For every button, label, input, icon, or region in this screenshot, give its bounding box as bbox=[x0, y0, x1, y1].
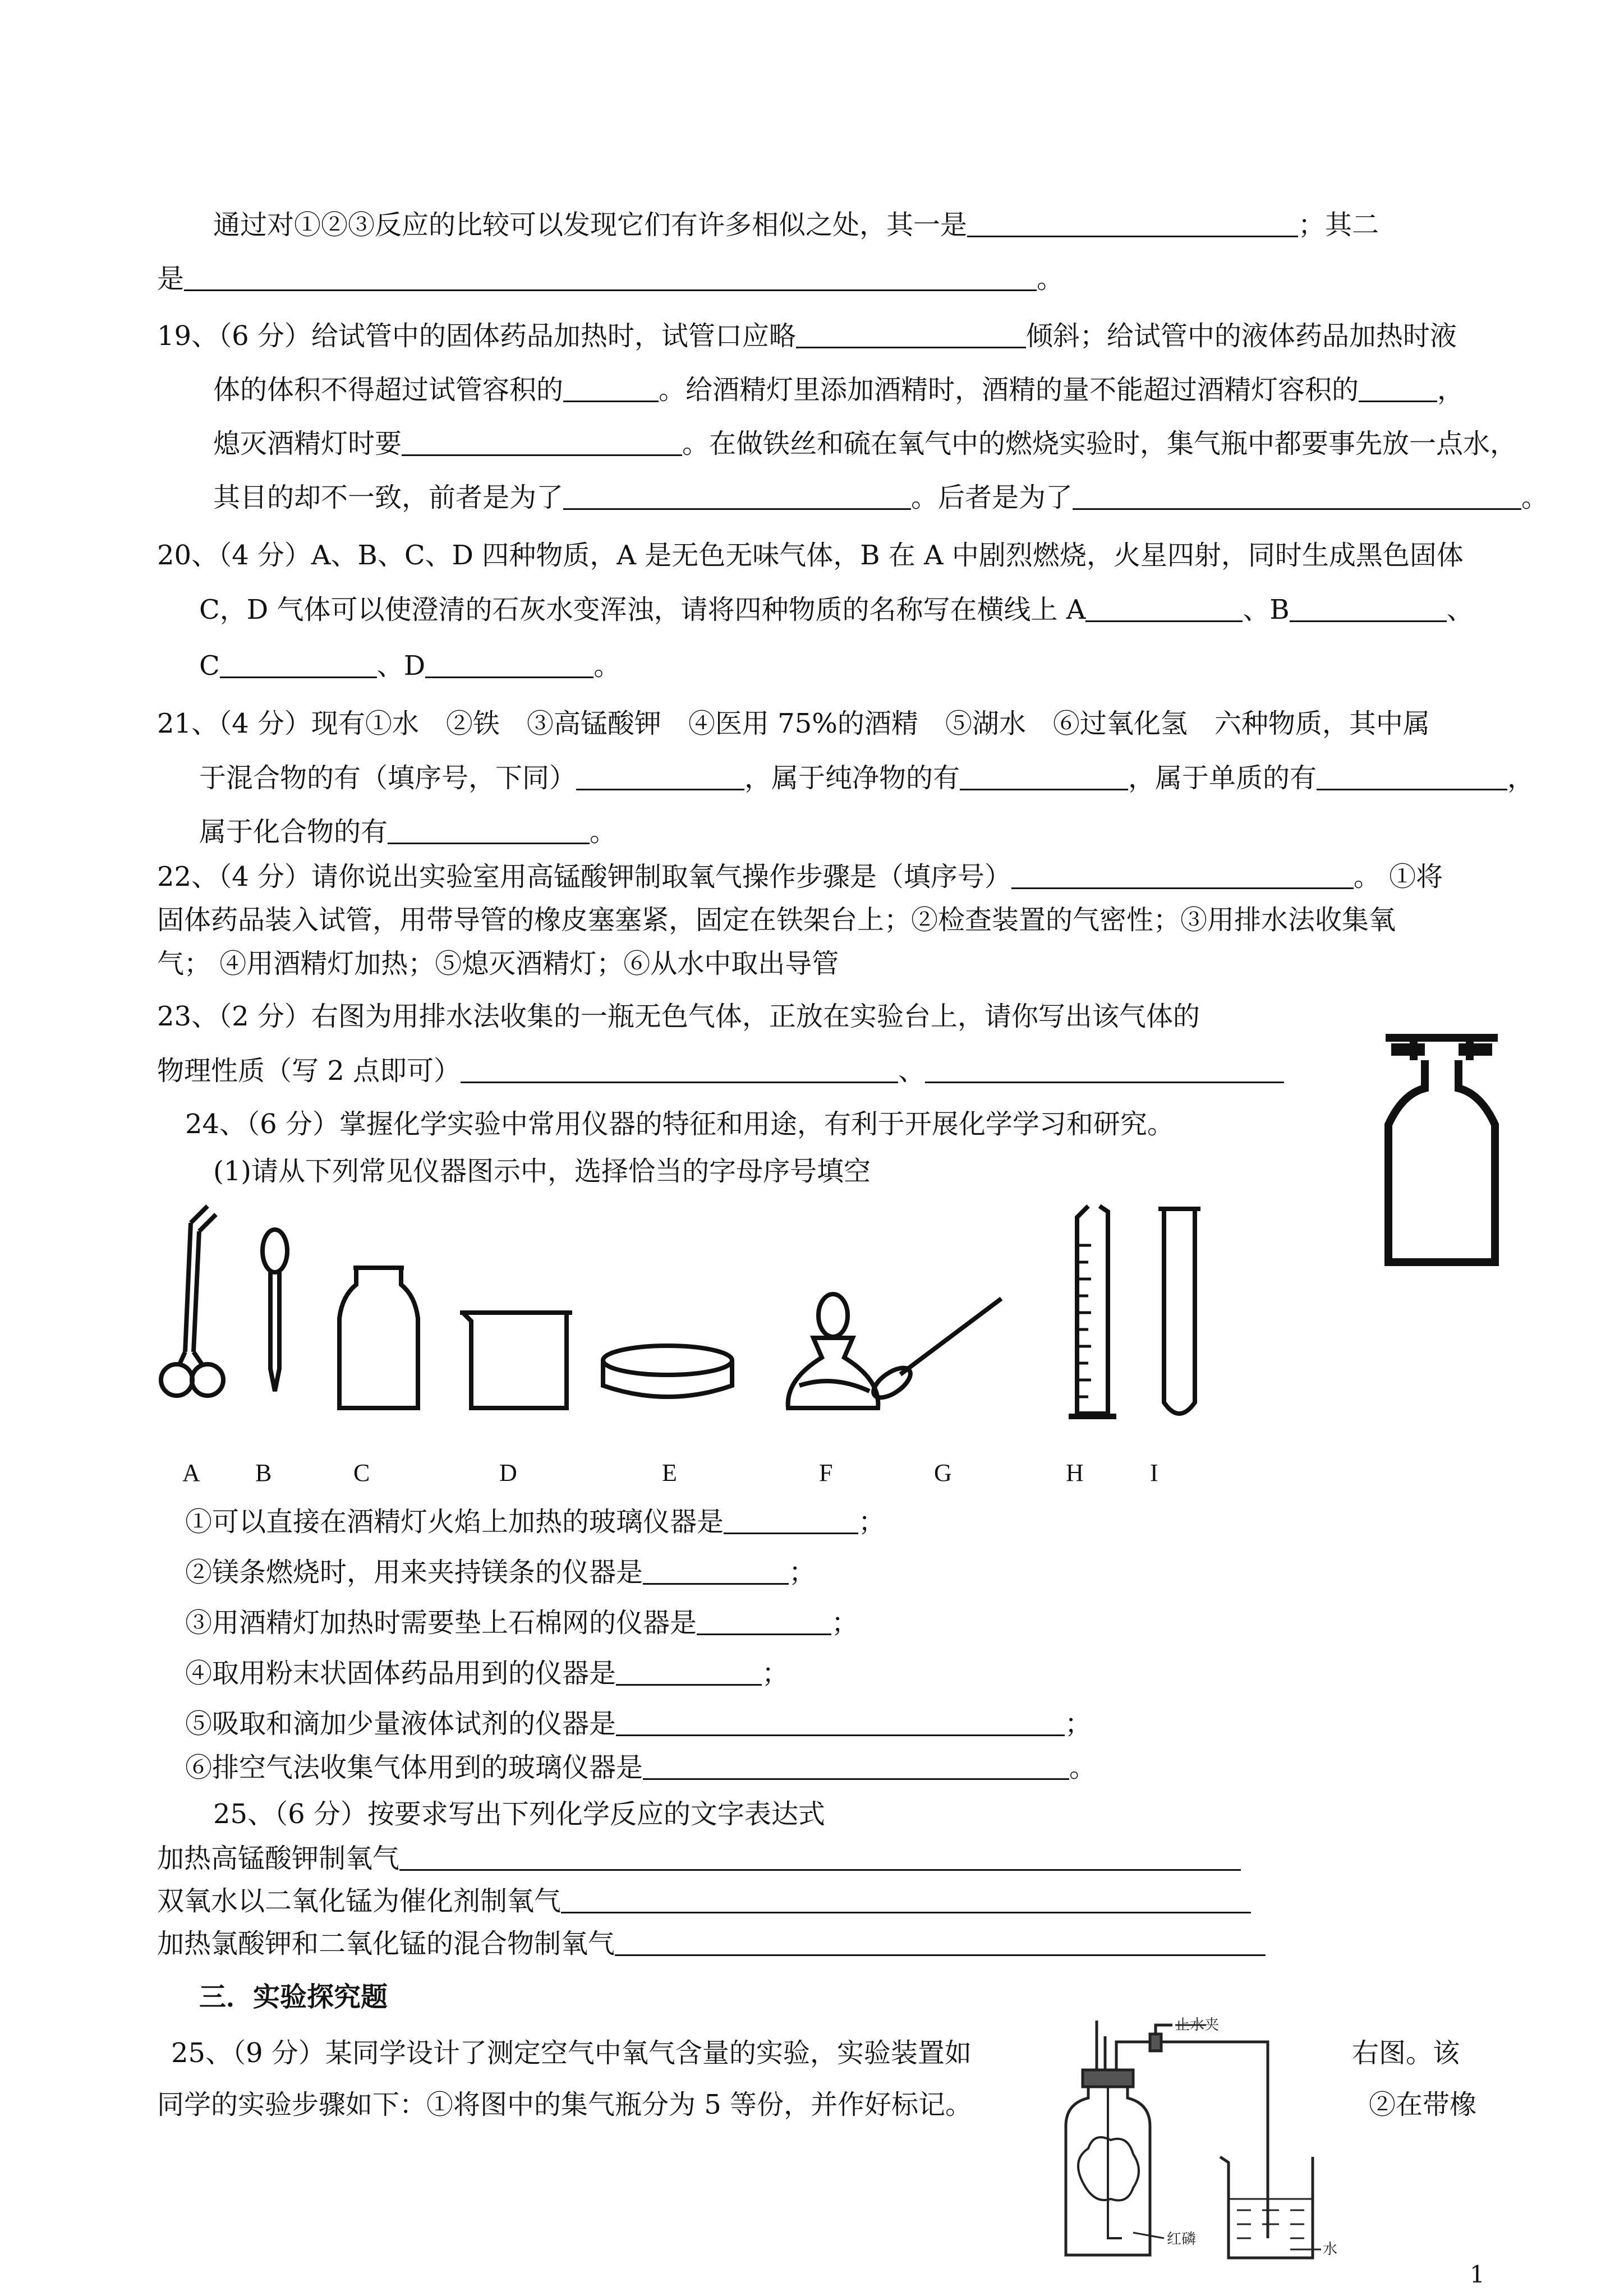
crucible-tongs-icon bbox=[161, 1206, 223, 1396]
text-segment: 加热高锰酸钾制氧气 bbox=[157, 1843, 400, 1874]
phosphorus-label: 红磷 bbox=[1167, 2230, 1197, 2247]
answer-blank[interactable] bbox=[220, 648, 377, 678]
answer-blank[interactable] bbox=[724, 1504, 858, 1534]
question-20-line-3 bbox=[199, 648, 620, 683]
instrument-label-f: F bbox=[819, 1459, 833, 1487]
question-22-line-1 bbox=[157, 859, 1443, 894]
answer-blank[interactable] bbox=[1073, 480, 1521, 510]
text-segment: 同学的实验步骤如下：①将图中的集气瓶分为 5 等份，并作好标记。 bbox=[157, 2089, 973, 2120]
question-21-line-2 bbox=[199, 761, 1534, 795]
instrument-label-a: A bbox=[182, 1459, 200, 1487]
question-19-line-4 bbox=[213, 480, 1548, 514]
instrument-label-h: H bbox=[1066, 1459, 1084, 1487]
text-segment: ； bbox=[858, 1506, 886, 1538]
answer-blank[interactable] bbox=[616, 1656, 762, 1686]
text-segment: 物理性质（写 2 点即可） bbox=[157, 1055, 461, 1087]
text-segment: C bbox=[199, 650, 220, 682]
dropper-icon bbox=[263, 1230, 287, 1391]
text-segment: 。 bbox=[594, 650, 621, 682]
answer-blank[interactable] bbox=[1011, 859, 1354, 889]
text-segment: ④取用粉末状固体药品用到的仪器是 bbox=[185, 1658, 617, 1689]
sub-question-5 bbox=[185, 1706, 1092, 1741]
answer-blank[interactable] bbox=[616, 1706, 1065, 1736]
text-segment: 其目的却不一致，前者是为了 bbox=[213, 482, 564, 513]
text-segment: 20、（4 分）A、B、C、D 四种物质，A 是无色无味气体，B 在 A 中剧烈燃烧，火星四射，同时生成黑色固体 bbox=[157, 540, 1464, 571]
page-number: 1 bbox=[1470, 2261, 1485, 2288]
instrument-label-i: I bbox=[1150, 1459, 1158, 1487]
question-19-line-3 bbox=[213, 426, 1517, 461]
sub-question-1 bbox=[185, 1504, 885, 1539]
answer-blank[interactable] bbox=[1317, 761, 1507, 790]
answer-blank[interactable] bbox=[960, 761, 1128, 790]
text-segment: ， bbox=[1437, 374, 1465, 406]
text-segment: 右图。该 bbox=[1352, 2037, 1460, 2069]
instruments-figure bbox=[146, 1200, 1240, 1436]
text-segment: ，属于纯净物的有 bbox=[744, 762, 960, 794]
graduated-cylinder-icon bbox=[1069, 1206, 1116, 1416]
text-segment: 。在做铁丝和硫在氧气中的燃烧实验时，集气瓶中都要事先放一点水， bbox=[682, 428, 1517, 459]
text-segment: 、B bbox=[1243, 594, 1290, 625]
question-25-line-1 bbox=[213, 1797, 825, 1831]
text-segment: ； bbox=[762, 1658, 789, 1689]
text-segment: ； bbox=[1065, 1708, 1092, 1740]
text-segment: 体的体积不得超过试管容积的 bbox=[213, 374, 564, 406]
instrument-label-b: B bbox=[255, 1459, 272, 1487]
gas-bottle-figure bbox=[1369, 1027, 1515, 1279]
text-segment: 23、（2 分）右图为用排水法收集的一瓶无色气体，正放在实验台上，请你写出该气体的 bbox=[157, 1001, 1200, 1032]
question-21-line-3 bbox=[199, 815, 617, 849]
text-segment: 。 bbox=[1037, 263, 1064, 295]
text-segment: 倾斜；给试管中的液体药品加热时液 bbox=[1025, 320, 1457, 352]
instrument-label-d: D bbox=[499, 1459, 517, 1487]
text-segment: 通过对①②③反应的比较可以发现它们有许多相似之处，其一是 bbox=[213, 209, 968, 241]
sub-question-3 bbox=[185, 1605, 858, 1640]
text-segment: 熄灭酒精灯时要 bbox=[213, 428, 402, 459]
question-23-line-1 bbox=[157, 1000, 1200, 1033]
evaporating-dish-icon bbox=[603, 1346, 732, 1397]
answer-blank[interactable] bbox=[461, 1053, 898, 1083]
question-25-line-2 bbox=[157, 1841, 1241, 1875]
section-title: 三．实验探究题 bbox=[199, 1981, 388, 2013]
answer-blank[interactable] bbox=[388, 815, 590, 844]
answer-blank[interactable] bbox=[1085, 592, 1243, 622]
water-label: 水 bbox=[1323, 2240, 1338, 2257]
text-segment: C，D 气体可以使澄清的石灰水变浑浊，请将四种物质的名称写在横线上 A bbox=[199, 594, 1086, 625]
text-segment: 气； ④用酒精灯加热；⑤熄灭酒精灯；⑥从水中取出导管 bbox=[157, 948, 839, 979]
answer-blank[interactable] bbox=[1359, 372, 1437, 402]
text-segment: 25、（9 分）某同学设计了测定空气中氧气含量的实验，实验装置如 bbox=[171, 2037, 972, 2069]
clamp-label: 止水夹 bbox=[1175, 2016, 1220, 2033]
question-22-line-3 bbox=[157, 947, 839, 981]
question-20-line-2 bbox=[199, 592, 1474, 627]
text-segment: 。 bbox=[1521, 482, 1549, 513]
instrument-label-g: G bbox=[934, 1459, 952, 1487]
answer-blank[interactable] bbox=[402, 426, 682, 456]
question-25-line-4 bbox=[157, 1926, 1266, 1961]
text-segment: 、D bbox=[376, 650, 426, 682]
answer-blank[interactable] bbox=[697, 1605, 831, 1635]
text-segment: 19、（6 分）给试管中的固体药品加热时，试管口应略 bbox=[157, 320, 796, 352]
text-segment: (1)请从下列常见仪器图示中，选择恰当的字母序号填空 bbox=[213, 1156, 871, 1187]
answer-blank[interactable] bbox=[643, 1555, 789, 1585]
text-segment: 于混合物的有（填序号，下同） bbox=[199, 762, 577, 794]
answer-blank[interactable] bbox=[184, 261, 1037, 291]
question-25-line-3 bbox=[157, 1884, 1251, 1918]
sub-question-2 bbox=[185, 1555, 816, 1589]
answer-blank[interactable] bbox=[796, 319, 1026, 348]
question-26-line-1a bbox=[171, 2036, 972, 2070]
text-segment: 固体药品装入试管，用带导管的橡皮塞塞紧，固定在铁架台上；②检查装置的气密性；③用排水法收集氧 bbox=[157, 904, 1396, 936]
sub-question-4 bbox=[185, 1656, 789, 1690]
text-segment: ；其二 bbox=[1298, 209, 1379, 241]
text-segment: 。给酒精灯里添加酒精时，酒精的量不能超过酒精灯容积的 bbox=[659, 374, 1359, 406]
answer-blank[interactable] bbox=[563, 372, 659, 402]
question-19-line-2 bbox=[213, 372, 1464, 407]
answer-blank[interactable] bbox=[425, 648, 594, 678]
text-segment: 是 bbox=[157, 263, 185, 295]
text-segment: 24、（6 分）掌握化学实验中常用仪器的特征和用途，有利于开展化学学习和研究。 bbox=[185, 1108, 1174, 1140]
text-segment: 加热氯酸钾和二氧化锰的混合物制氧气 bbox=[157, 1928, 615, 1959]
oxygen-apparatus-figure bbox=[1043, 2014, 1338, 2266]
text-segment: ，属于单质的有 bbox=[1128, 762, 1317, 794]
text-segment: ③用酒精灯加热时需要垫上石棉网的仪器是 bbox=[185, 1607, 697, 1639]
text-segment: 。 bbox=[590, 816, 617, 848]
text-segment: 。 bbox=[1069, 1752, 1097, 1783]
text-segment: 22、（4 分）请你说出实验室用高锰酸钾制取氧气操作步骤是（填序号） bbox=[157, 861, 1011, 892]
instrument-label-c: C bbox=[353, 1459, 370, 1487]
answer-blank[interactable] bbox=[1290, 592, 1447, 622]
beaker-icon bbox=[460, 1313, 572, 1408]
text-segment: 25、（6 分）按要求写出下列化学反应的文字表达式 bbox=[213, 1798, 825, 1830]
text-segment: ①可以直接在酒精灯火焰上加热的玻璃仪器是 bbox=[185, 1506, 724, 1538]
text-segment: 、 bbox=[1446, 594, 1474, 625]
text-segment: ； bbox=[789, 1557, 816, 1588]
text-segment: ②镁条燃烧时，用来夹持镁条的仪器是 bbox=[185, 1557, 643, 1588]
answer-blank[interactable] bbox=[561, 1884, 1251, 1913]
question-23-line-2 bbox=[157, 1053, 1284, 1088]
text-segment: 。 ①将 bbox=[1353, 861, 1443, 892]
text-segment: ⑥排空气法收集气体用到的玻璃仪器是 bbox=[185, 1752, 643, 1783]
answer-blank[interactable] bbox=[399, 1841, 1241, 1871]
text-segment: ； bbox=[831, 1607, 859, 1639]
question-21-line-1 bbox=[157, 707, 1430, 740]
text-segment: ⑤吸取和滴加少量液体试剂的仪器是 bbox=[185, 1708, 617, 1740]
question-22-line-2 bbox=[157, 903, 1396, 937]
answer-blank[interactable] bbox=[643, 1750, 1069, 1780]
text-segment: 21、（4 分）现有①水 ②铁 ③高锰酸钾 ④医用 75%的酒精 ⑤湖水 ⑥过氧化氢 六种物质，其中属 bbox=[157, 708, 1430, 739]
text-segment: 双氧水以二氧化锰为催化剂制氧气 bbox=[157, 1885, 562, 1917]
wide-mouth-bottle-icon bbox=[339, 1268, 418, 1408]
instrument-label-e: E bbox=[662, 1459, 677, 1487]
question-24-line-1 bbox=[185, 1107, 1174, 1141]
text-segment: ②在带橡 bbox=[1369, 2089, 1477, 2120]
question-26-line-2b bbox=[1369, 2088, 1476, 2122]
answer-blank[interactable] bbox=[967, 208, 1298, 237]
answer-blank[interactable] bbox=[925, 1053, 1284, 1083]
question-26-line-2a bbox=[157, 2088, 972, 2122]
answer-blank[interactable] bbox=[615, 1926, 1266, 1956]
test-tube-icon bbox=[1158, 1209, 1200, 1414]
text-segment: ， bbox=[1507, 762, 1535, 794]
question-19-line-1 bbox=[157, 319, 1457, 353]
alcohol-lamp-icon bbox=[788, 1294, 878, 1408]
text-segment: 属于化合物的有 bbox=[199, 816, 388, 848]
question-20-line-1 bbox=[157, 539, 1464, 572]
sub-question-6 bbox=[185, 1750, 1096, 1784]
question-24-line-2 bbox=[213, 1154, 871, 1188]
text-line bbox=[157, 261, 1064, 296]
text-segment: 。后者是为了 bbox=[911, 482, 1073, 513]
answer-blank[interactable] bbox=[576, 761, 744, 790]
text-line bbox=[213, 208, 1379, 242]
text-segment: 、 bbox=[898, 1055, 926, 1087]
spatula-icon bbox=[869, 1299, 1001, 1404]
question-26-line-1b bbox=[1352, 2036, 1460, 2070]
answer-blank[interactable] bbox=[563, 480, 911, 510]
